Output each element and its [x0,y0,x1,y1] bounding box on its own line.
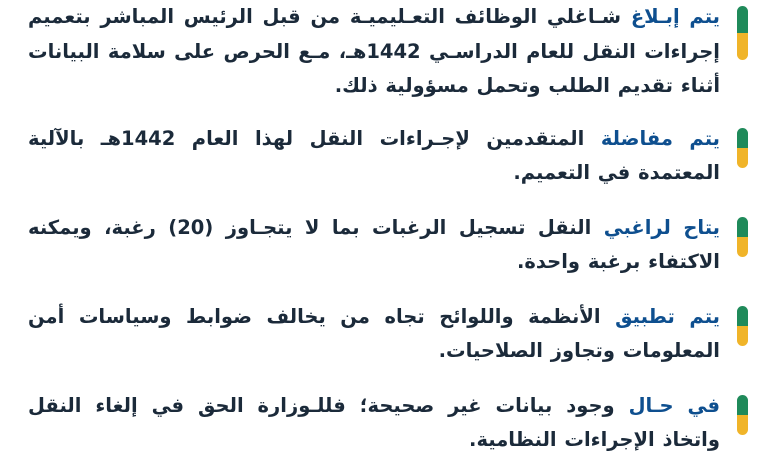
bullet-marker-container [722,122,762,168]
list-item-lead: يتاح لراغبي [603,216,720,240]
bullet-marker-green-segment [737,217,748,237]
bullet-marker-green-segment [737,306,748,326]
list-item-text-container [22,300,722,367]
bullet-marker-yellow-segment [737,33,748,60]
list-item-body: النقل تسجيل الرغبات بما لا يتجـاوز (20) رغبة، ويمكنه الاكتفاء برغبة واحدة. [28,216,720,273]
bullet-marker-yellow-segment [737,237,748,257]
list-item-body: المتقدمين لإجـراءات النقل لهذا العام 1442هـ بالآلية المعتمدة في التعميم. [28,127,720,184]
list-item-paragraph [28,389,720,456]
list-item-lead: يتم مفاضلة [600,127,721,151]
bullet-marker-icon [737,306,748,346]
list-item-text-container [22,389,722,456]
bullet-marker-green-segment [737,395,748,415]
bullet-marker-icon [737,217,748,257]
bullet-marker-container [722,300,762,346]
list-item [22,122,762,189]
bullet-marker-container [722,389,762,435]
bullet-marker-container [722,0,762,60]
list-item [22,389,762,456]
list-item-paragraph [28,0,720,104]
bullet-marker-yellow-segment [737,415,748,435]
list-item-lead: يتم إبـلاغ [630,5,720,28]
list-item [22,211,762,278]
list-item-paragraph [28,122,720,189]
bullet-marker-green-segment [737,6,748,33]
list-item-text-container [22,122,722,189]
bullet-marker-yellow-segment [737,326,748,346]
bullet-marker-icon [737,128,748,168]
list-item-paragraph [28,211,720,278]
list-item [22,300,762,367]
bullet-marker-yellow-segment [737,148,748,168]
list-item-text-container [22,0,722,104]
bullet-marker-green-segment [737,128,748,148]
list-item [22,0,762,104]
list-item-paragraph [28,300,720,367]
list-item-body: وجود بيانات غير صحيحة؛ فللـوزارة الحق في إلغاء النقل واتخاذ الإجراءات النظامية. [28,394,720,451]
bullet-marker-container [722,211,762,257]
bullet-marker-icon [737,6,748,60]
list-item-lead: في حـال [628,394,720,418]
list-item-body: الأنظمة واللوائح تجاه من يخالف ضوابط وسياسات أمن المعلومات وتجاوز الصلاحيات. [28,305,720,362]
list-item-lead: يتم تطبيق [615,305,720,329]
list-item-body: شـاغلي الوظائف التعـليميـة من قبل الرئيس المباشر بتعميم إجراءات النقل للعام الدراسـي 1442هـ، مـع الحرص على سلامة البيانات أثناء تقديم الطلب وتحمل مسؤولية ذلك. [28,5,720,98]
list-item-text-container [22,211,722,278]
bullet-marker-icon [737,395,748,435]
